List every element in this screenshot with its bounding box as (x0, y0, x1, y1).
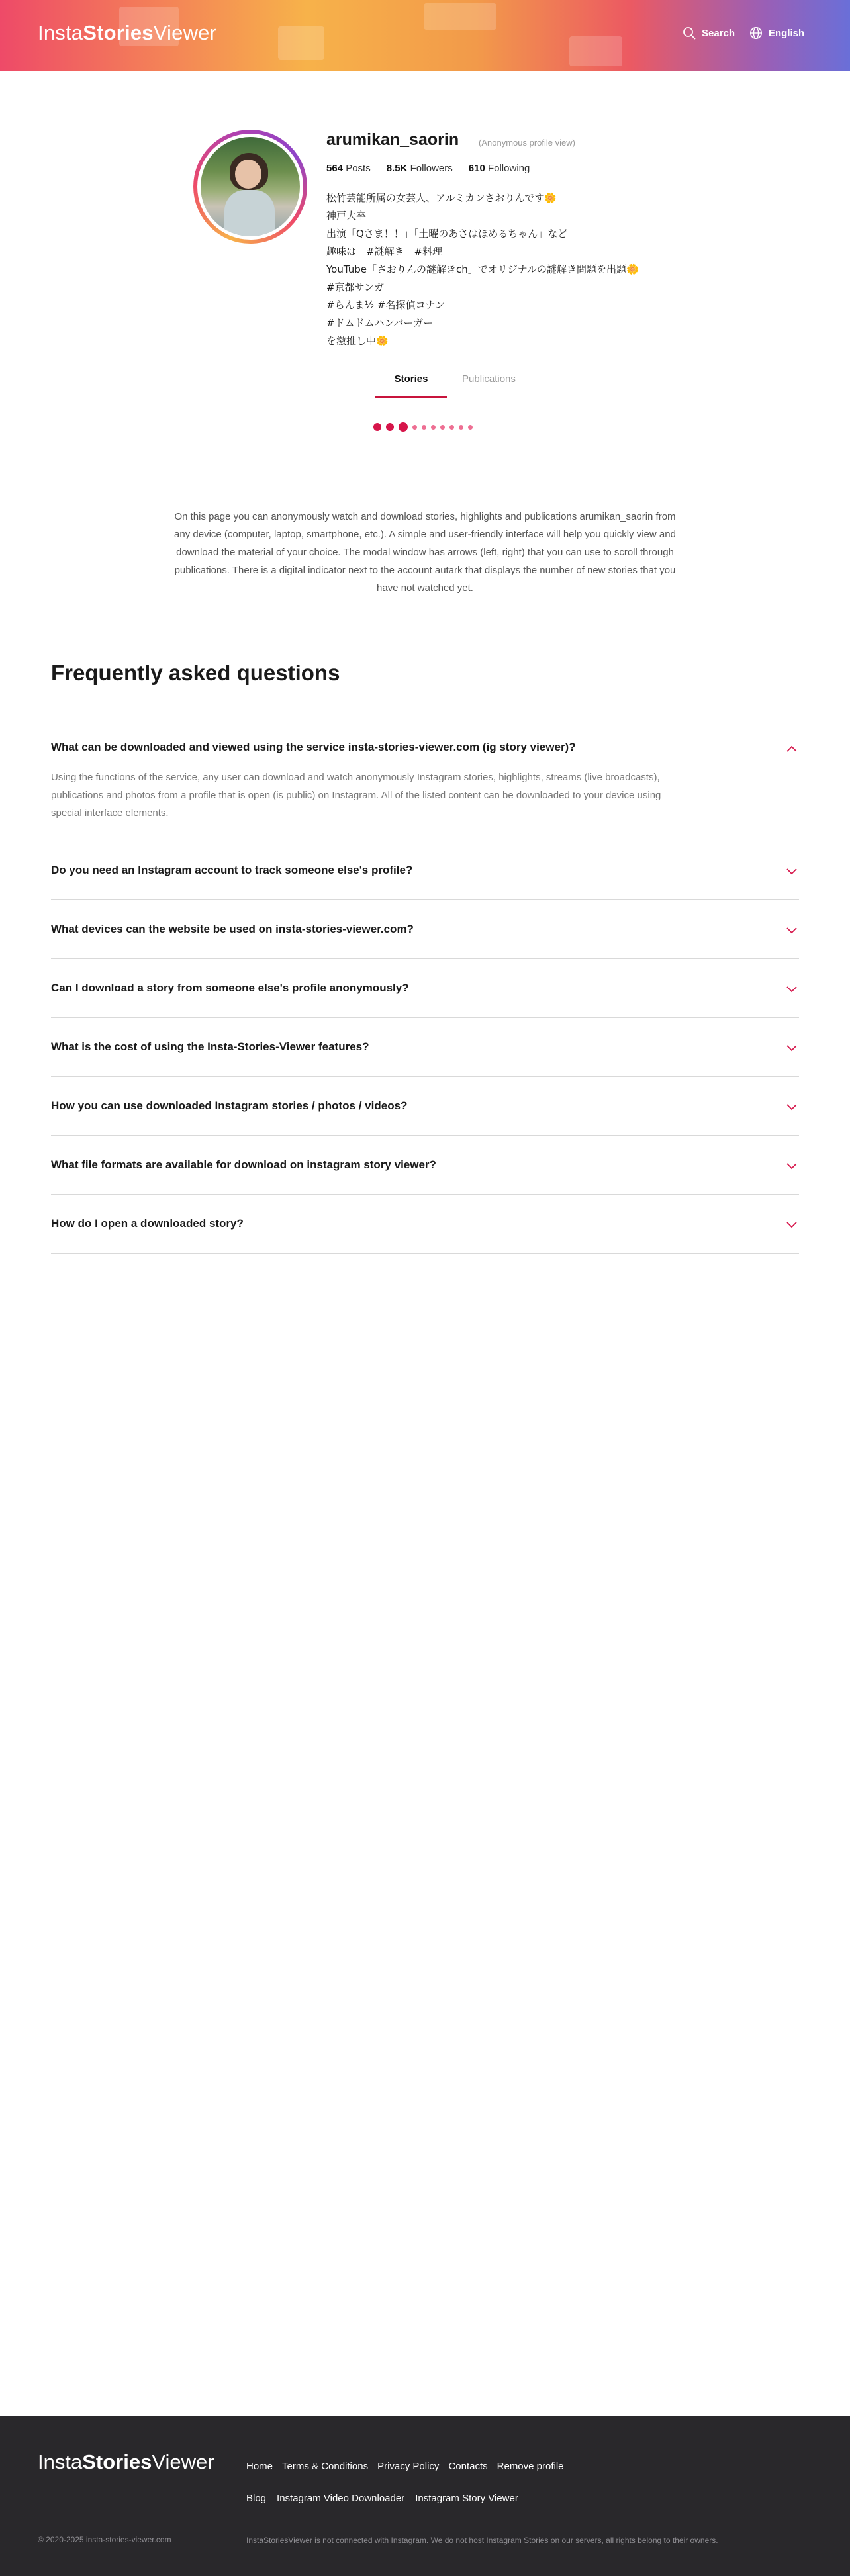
footer-link-terms[interactable]: Terms & Conditions (282, 2461, 369, 2472)
chevron-down-icon[interactable] (786, 1162, 798, 1170)
bio-line: 趣味は #謎解き #料理 (326, 246, 443, 257)
footer-link-blog[interactable]: Blog (246, 2493, 267, 2504)
bio-line: YouTube「さおりんの謎解きch」でオリジナルの謎解き問題を出題🌼 (326, 263, 639, 275)
loading-dot (412, 425, 417, 430)
footer-disclaimer: InstaStoriesViewer is not connected with Instagram. We do not host Instagram Stories on our servers, all rights belong to their owners. (246, 2536, 718, 2545)
loading-dot (431, 425, 436, 430)
site-logo[interactable]: InstaStoriesViewer (38, 21, 217, 44)
bio-line: 出演「Qさま！！」「土曜のあさはほめるちゃん」など (326, 228, 568, 240)
loading-indicator (373, 422, 473, 432)
faq-list (51, 718, 799, 1254)
footer-logo[interactable]: InstaStoriesViewer (38, 2450, 214, 2473)
followers-stat: 8.5K Followers (386, 163, 453, 174)
profile-stats (326, 163, 530, 174)
avatar-photo (201, 137, 300, 236)
search-icon (683, 26, 696, 40)
faq-answer: Using the functions of the service, any user can download and watch anonymously Instagram stories, highlights, streams (live broadcasts), publications and photos from a profile that is open (is public) on Instagram. All of the listed content can be downloaded to your device using special interface elements. (51, 772, 661, 819)
loading-dot (449, 425, 454, 430)
loading-dot (399, 422, 408, 432)
faq-item[interactable] (51, 1136, 799, 1195)
footer-link-home[interactable]: Home (246, 2461, 273, 2472)
bio-line: 神戸大卒 (326, 210, 367, 222)
site-header (0, 0, 850, 71)
search-button[interactable] (683, 26, 735, 40)
header-decoration (278, 26, 324, 60)
faq-question[interactable]: How do I open a downloaded story? (51, 1217, 244, 1230)
profile-username: arumikan_saorin (326, 130, 459, 149)
faq-question[interactable]: What is the cost of using the Insta-Stories-Viewer features? (51, 1040, 369, 1053)
faq-item[interactable] (51, 1077, 799, 1136)
faq-question[interactable]: Can I download a story from someone else's profile anonymously? (51, 982, 409, 994)
about-text: On this page you can anonymously watch and download stories, highlights and publications arumikan_saorin from any device (computer, laptop, smartphone, etc.). A simple and user-friendly interface will help you quickly view and download the material of your choice. The modal window has arrows (left, right) that you can use to scroll through publications. There is a digital indicator next to the account autark that displays the number of new stories that you have not watched yet. (174, 511, 676, 594)
faq-question[interactable]: Do you need an Instagram account to track someone else's profile? (51, 864, 413, 876)
tab-publications[interactable]: Publications (462, 373, 516, 385)
language-label: English (769, 27, 805, 39)
faq-item[interactable] (51, 1195, 799, 1254)
footer-link-contacts[interactable]: Contacts (448, 2461, 488, 2472)
search-label: Search (702, 27, 735, 39)
loading-dot (422, 425, 426, 430)
footer-link-remove-profile[interactable]: Remove profile (496, 2461, 564, 2472)
faq-item[interactable] (51, 718, 799, 841)
following-stat: 610 Following (468, 163, 530, 174)
faq-question[interactable]: What file formats are available for download on instagram story viewer? (51, 1158, 436, 1171)
posts-stat: 564 Posts (326, 163, 371, 174)
faq-item[interactable] (51, 1018, 799, 1077)
loading-dot (440, 425, 445, 430)
header-decoration (424, 3, 496, 30)
chevron-down-icon[interactable] (786, 868, 798, 876)
faq-item[interactable] (51, 841, 799, 900)
chevron-up-icon[interactable] (786, 745, 798, 753)
faq-title: Frequently asked questions (51, 661, 340, 685)
bio-line: #京都サンガ (326, 281, 384, 293)
chevron-down-icon[interactable] (786, 986, 798, 993)
chevron-down-icon[interactable] (786, 1221, 798, 1229)
footer-link-story-viewer[interactable]: Instagram Story Viewer (415, 2493, 518, 2504)
bio-line: 松竹芸能所属の女芸人、アルミカンさおりんです🌼 (326, 192, 557, 204)
chevron-down-icon[interactable] (786, 1044, 798, 1052)
content-tabs (37, 369, 813, 398)
site-footer (0, 2416, 850, 2576)
loading-dot (459, 425, 463, 430)
profile-avatar[interactable] (193, 130, 307, 244)
faq-question[interactable]: How you can use downloaded Instagram stories / photos / videos? (51, 1099, 408, 1112)
profile-bio (326, 189, 671, 350)
bio-line: を激推し中🌼 (326, 335, 389, 347)
faq-item[interactable] (51, 959, 799, 1018)
bio-line: #らんま½ #名探偵コナン (326, 299, 445, 311)
faq-question[interactable]: What can be downloaded and viewed using the service insta-stories-viewer.com (ig story viewer)? (51, 741, 576, 753)
loading-dot (468, 425, 473, 430)
tab-stories[interactable]: Stories (375, 373, 447, 398)
bio-line: #ドムドムハンバーガー (326, 317, 434, 329)
header-decoration (569, 36, 622, 66)
anonymous-view-label: (Anonymous profile view) (479, 138, 575, 148)
footer-copyright: © 2020-2025 insta-stories-viewer.com (38, 2535, 171, 2544)
chevron-down-icon[interactable] (786, 1103, 798, 1111)
faq-question[interactable]: What devices can the website be used on insta-stories-viewer.com? (51, 923, 414, 935)
loading-dot (373, 423, 381, 431)
footer-links-primary (246, 2461, 564, 2472)
loading-dot (386, 423, 394, 431)
footer-links-secondary (246, 2493, 518, 2504)
chevron-down-icon[interactable] (786, 927, 798, 935)
globe-icon (749, 26, 763, 40)
footer-link-video-downloader[interactable]: Instagram Video Downloader (277, 2493, 405, 2504)
language-selector[interactable] (749, 26, 804, 40)
faq-item[interactable] (51, 900, 799, 959)
footer-link-privacy[interactable]: Privacy Policy (377, 2461, 440, 2472)
